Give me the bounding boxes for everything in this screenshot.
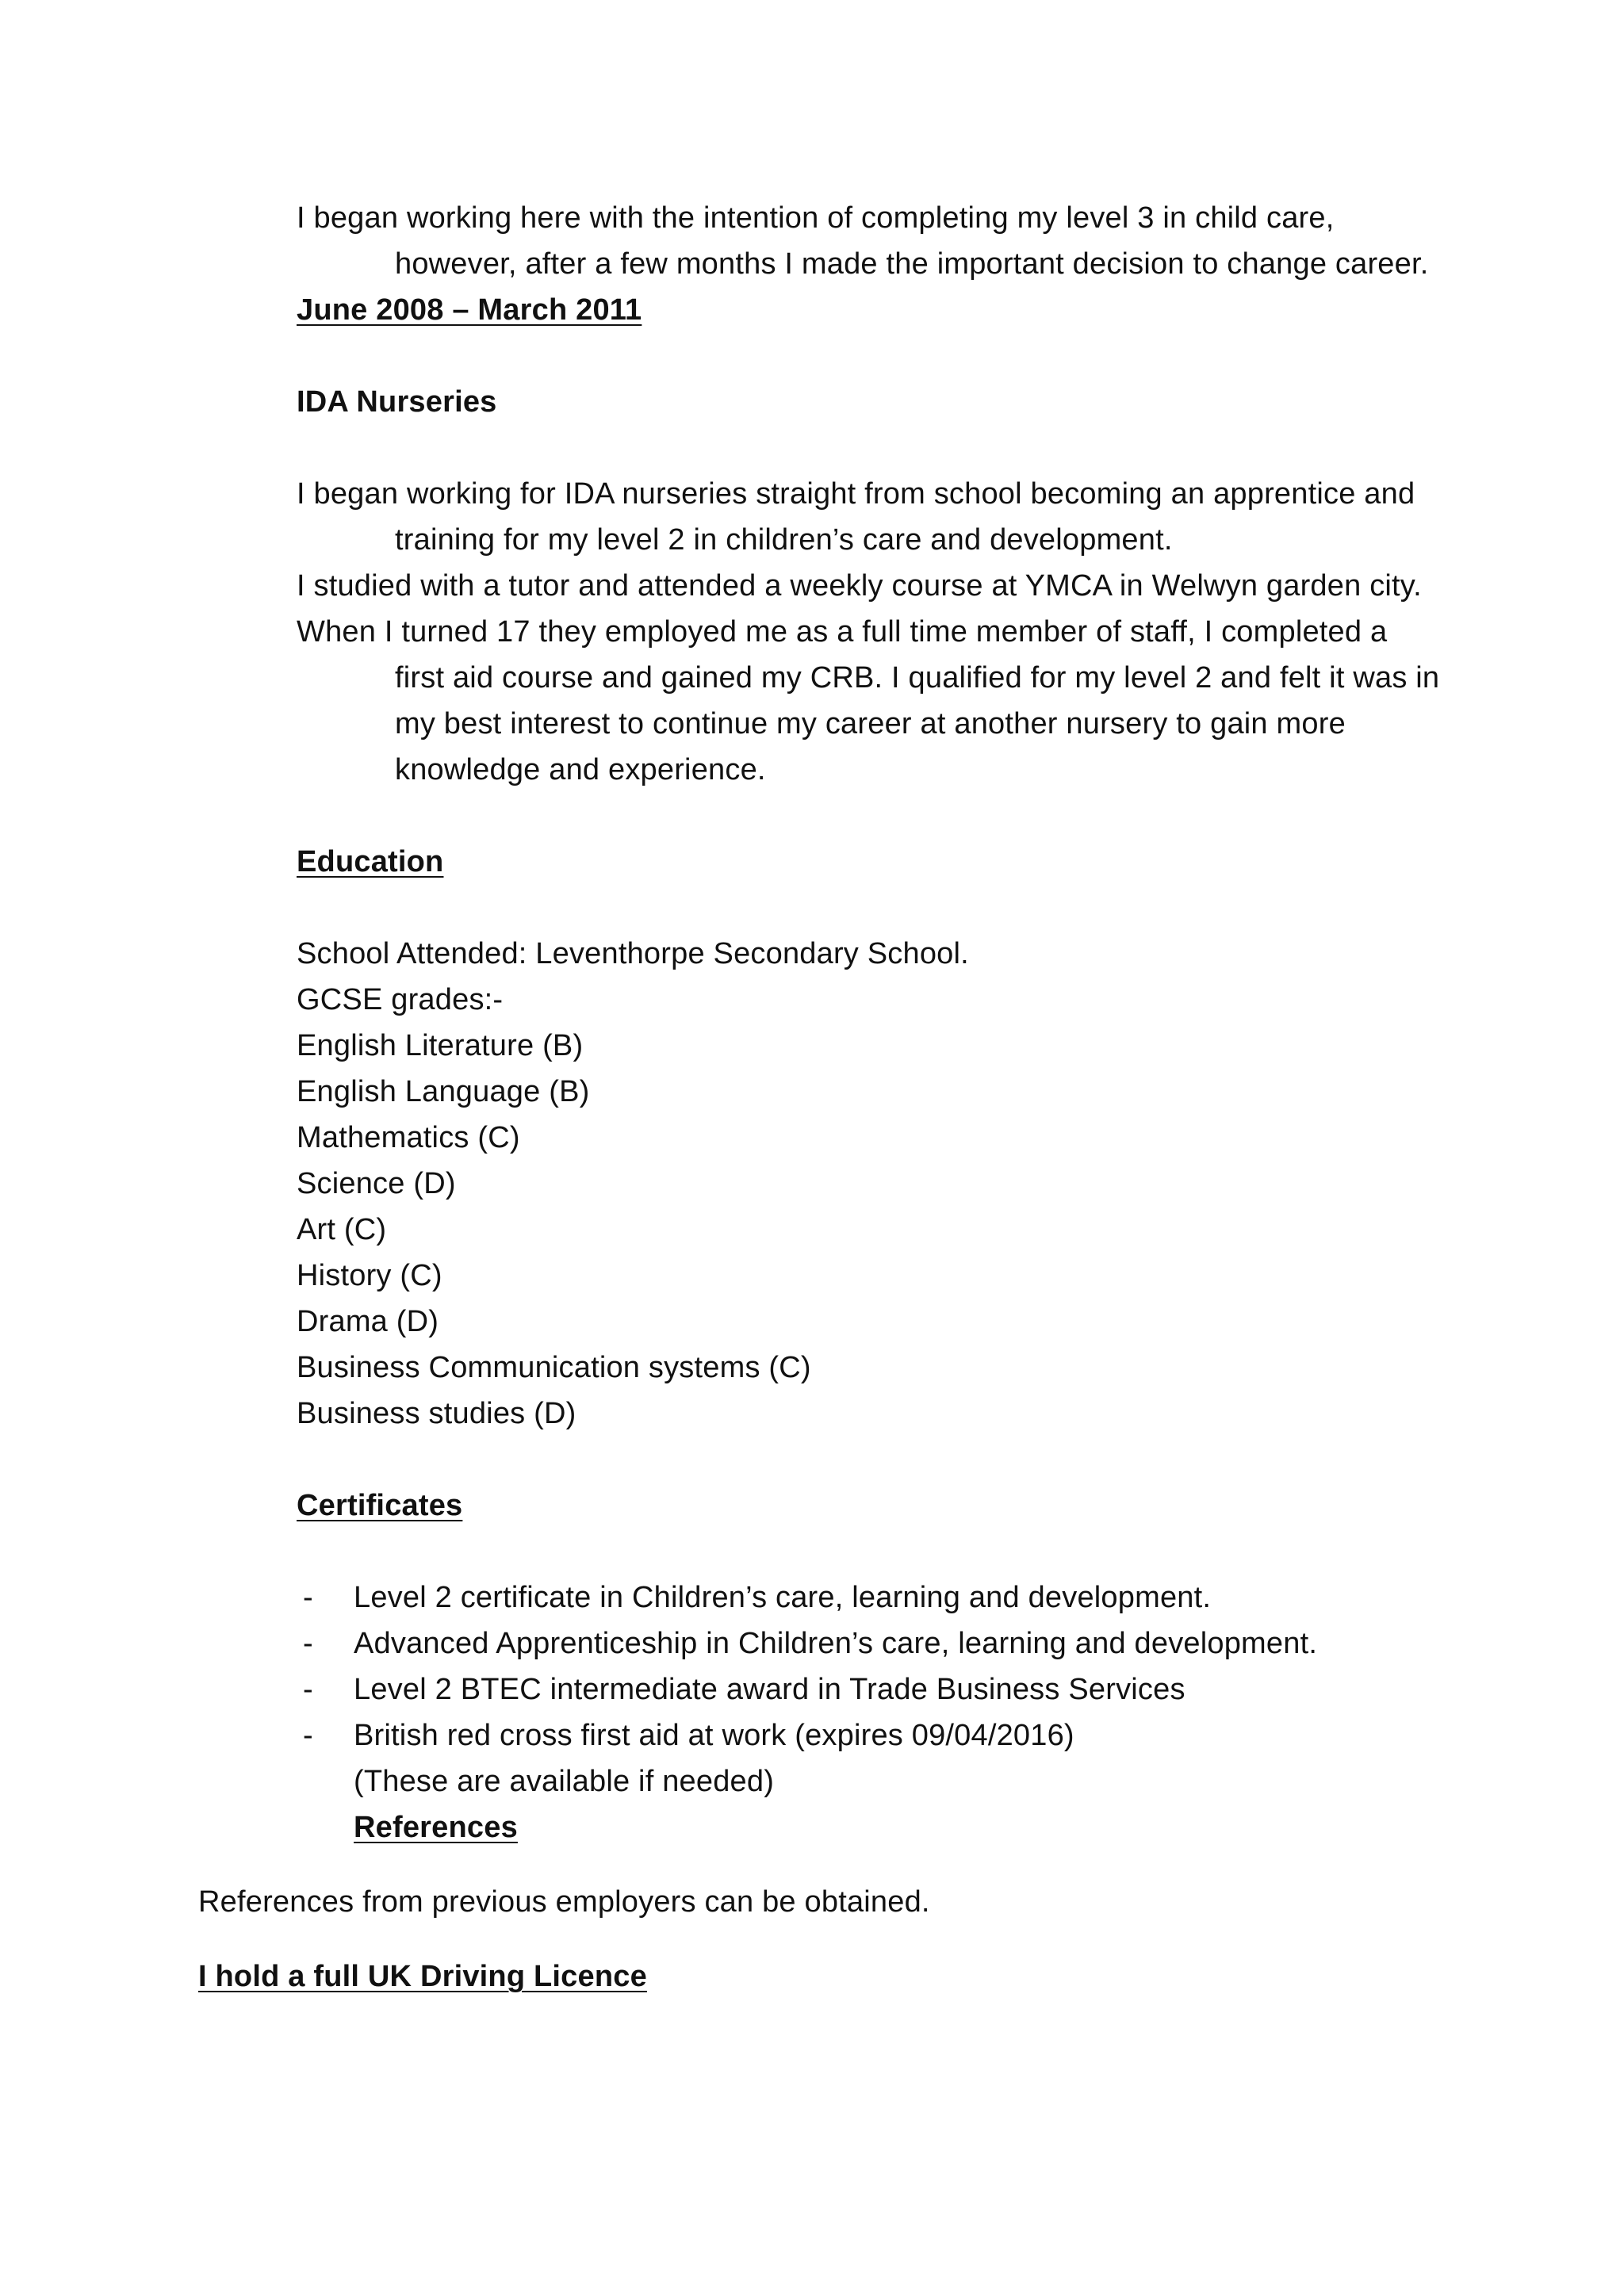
intro-line-2: however, after a few months I made the important decision to change career. [395,247,1429,281]
grade-item: Business studies (D) [297,1397,576,1430]
driving-licence: I hold a full UK Driving Licence [198,1960,647,1993]
job-paragraph-1-line-1: I began working for IDA nurseries straight from school becoming an apprentice and [297,477,1415,511]
grade-item: English Literature (B) [297,1029,584,1062]
job-paragraph-3-line-1: When I turned 17 they employed me as a full time member of staff, I completed a [297,615,1388,649]
references-text: References from previous employers can be obtained. [198,1885,930,1919]
references-heading: References [354,1811,518,1844]
job-paragraph-2: I studied with a tutor and attended a weekly course at YMCA in Welwyn garden city. [297,569,1422,603]
certificates-heading: Certificates [297,1489,463,1522]
job-dates: June 2008 – March 2011 [297,293,642,327]
gcse-label: GCSE grades:- [297,983,504,1016]
school-attended: School Attended: Leventhorpe Secondary School. [297,937,969,970]
grade-item: History (C) [297,1259,442,1292]
certificate-item: British red cross first aid at work (expires 09/04/2016) [354,1719,1074,1752]
employer-name: IDA Nurseries [297,385,497,419]
grade-item: Business Communication systems (C) [297,1351,811,1384]
certificate-item: Advanced Apprenticeship in Children’s care, learning and development. [354,1627,1318,1660]
grade-item: Art (C) [297,1213,387,1246]
job-paragraph-3-line-4: knowledge and experience. [395,753,766,786]
grade-item: Drama (D) [297,1305,439,1338]
job-paragraph-3-line-2: first aid course and gained my CRB. I qualified for my level 2 and felt it was in [395,661,1440,695]
job-paragraph-1-line-2: training for my level 2 in children’s care and development. [395,523,1173,557]
grade-item: English Language (B) [297,1075,590,1108]
grade-item: Mathematics (C) [297,1121,520,1154]
certificate-item: Level 2 certificate in Children’s care, learning and development. [354,1581,1212,1614]
education-heading: Education [297,845,444,878]
bullet-dash: - [303,1673,313,1706]
grade-item: Science (D) [297,1167,456,1200]
certificates-note: (These are available if needed) [354,1765,775,1798]
bullet-dash: - [303,1581,313,1614]
bullet-dash: - [303,1719,313,1752]
intro-line-1: I began working here with the intention of completing my level 3 in child care, [297,201,1335,235]
job-paragraph-3-line-3: my best interest to continue my career at another nursery to gain more [395,707,1346,740]
bullet-dash: - [303,1627,313,1660]
certificate-item: Level 2 BTEC intermediate award in Trade Business Services [354,1673,1185,1706]
